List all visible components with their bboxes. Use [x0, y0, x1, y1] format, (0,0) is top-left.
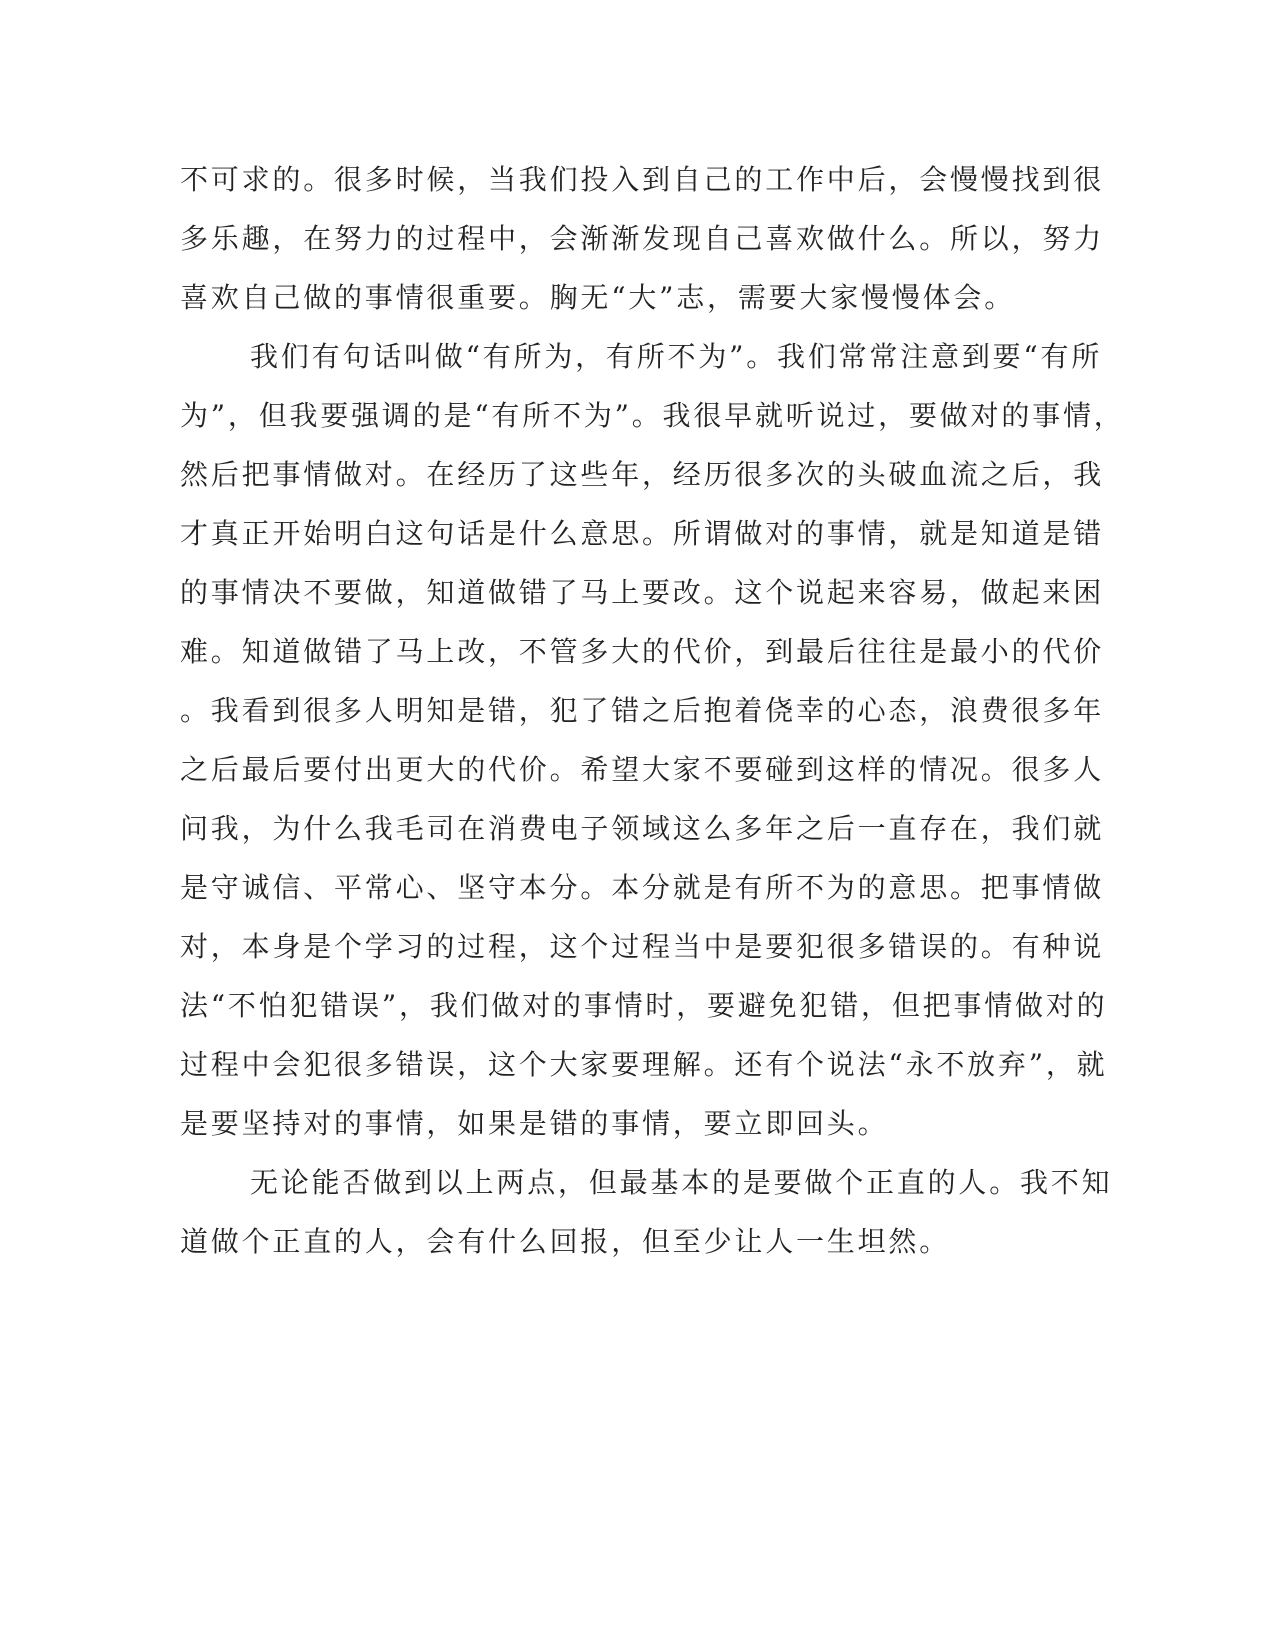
- paragraph-2-line-9: 问我，为什么我毛司在消费电子领域这么多年之后一直存在，我们就: [180, 812, 1105, 845]
- paragraph-2-line-6: 难。知道做错了马上改，不管多大的代价，到最后往往是最小的代价: [180, 635, 1105, 668]
- paragraph-1-line-1: 不可求的。很多时候，当我们投入到自己的工作中后，会慢慢找到很: [180, 163, 1105, 196]
- paragraph-2-line-2: 为”，但我要强调的是“有所不为”。我很早就听说过，要做对的事情，: [180, 399, 1125, 432]
- paragraph-2-line-4: 才真正开始明白这句话是什么意思。所谓做对的事情，就是知道是错: [180, 517, 1105, 550]
- paragraph-2-line-12: 法“不怕犯错误”，我们做对的事情时，要避免犯错，但把事情做对的: [180, 989, 1108, 1022]
- paragraph-2-line-7: 。我看到很多人明知是错，犯了错之后抱着侥幸的心态，浪费很多年: [180, 694, 1105, 727]
- paragraph-3-line-1: 无论能否做到以上两点，但最基本的是要做个正直的人。我不知: [250, 1166, 1113, 1199]
- paragraph-1-line-2: 多乐趣，在努力的过程中，会渐渐发现自己喜欢做什么。所以，努力: [180, 222, 1105, 255]
- paragraph-2-line-8: 之后最后要付出更大的代价。希望大家不要碰到这样的情况。很多人: [180, 753, 1105, 786]
- paragraph-2-line-14: 是要坚持对的事情，如果是错的事情，要立即回头。: [180, 1107, 889, 1140]
- paragraph-2-line-1: 我们有句话叫做“有所为，有所不为”。我们常常注意到要“有所: [250, 340, 1103, 373]
- paragraph-2-line-5: 的事情决不要做，知道做错了马上要改。这个说起来容易，做起来困: [180, 576, 1105, 609]
- paragraph-3-line-2: 道做个正直的人，会有什么回报，但至少让人一生坦然。: [180, 1225, 951, 1258]
- paragraph-2-line-11: 对，本身是个学习的过程，这个过程当中是要犯很多错误的。有种说: [180, 930, 1105, 963]
- paragraph-2-line-3: 然后把事情做对。在经历了这些年，经历很多次的头破血流之后，我: [180, 458, 1105, 491]
- paragraph-1-line-3: 喜欢自己做的事情很重要。胸无“大”志，需要大家慢慢体会。: [180, 281, 1016, 314]
- paragraph-2-line-13: 过程中会犯很多错误，这个大家要理解。还有个说法“永不放弃”，就: [180, 1048, 1108, 1081]
- paragraph-2-line-10: 是守诚信、平常心、坚守本分。本分就是有所不为的意思。把事情做: [180, 871, 1105, 904]
